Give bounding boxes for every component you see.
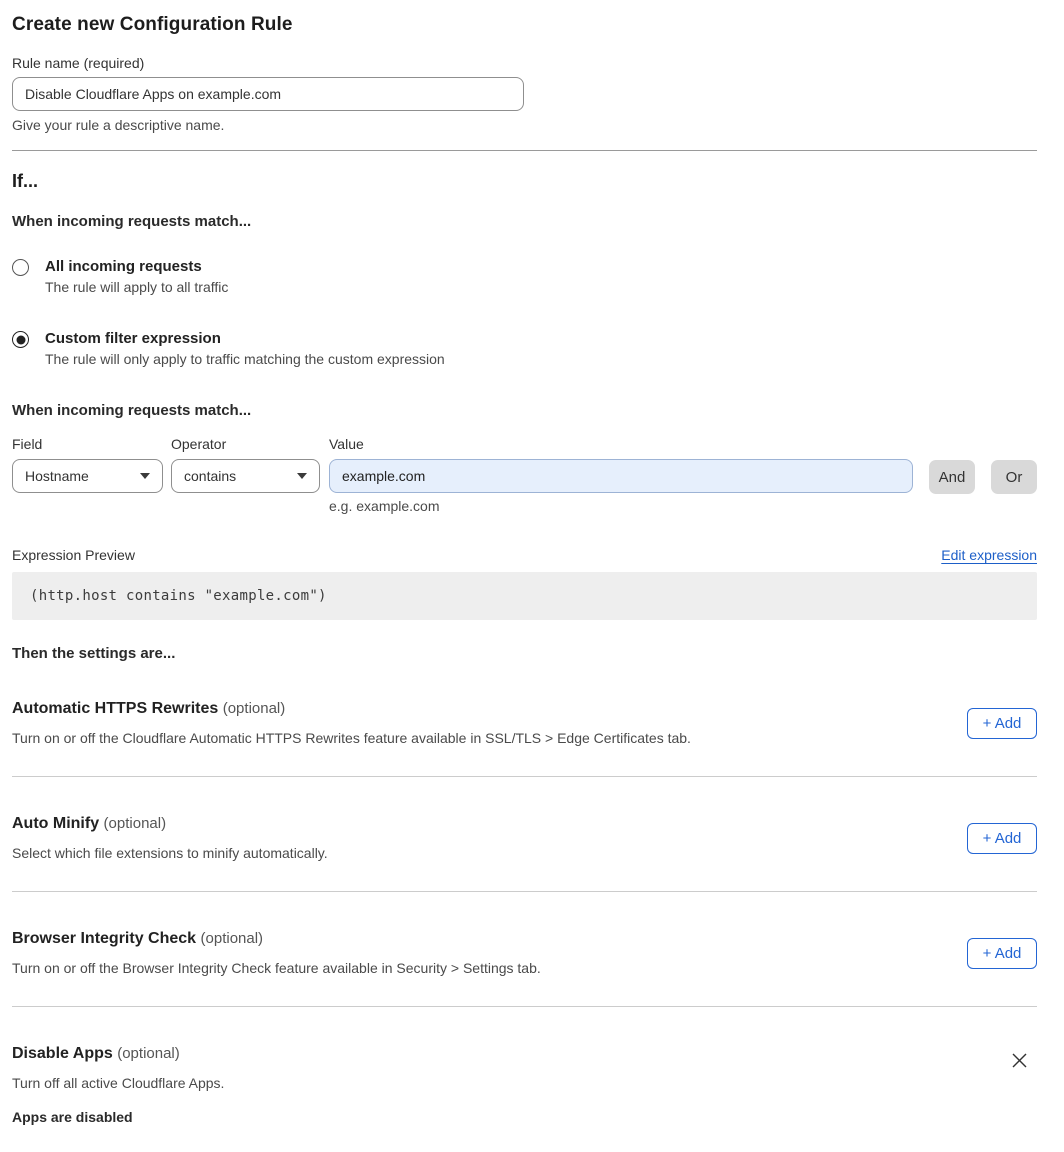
remove-setting-button[interactable] — [1009, 1050, 1029, 1070]
setting-description: Turn on or off the Cloudflare Automatic HTTPS Rewrites feature available in SSL/TLS > Edge Certificates tab. — [12, 730, 691, 746]
setting-title: Auto Minify — [12, 815, 100, 832]
setting-title: Disable Apps — [12, 1045, 113, 1062]
radio-label: All incoming requests — [45, 258, 202, 275]
operator-label: Operator — [171, 436, 227, 452]
setting-title: Browser Integrity Check — [12, 930, 197, 947]
close-icon — [1011, 1052, 1028, 1069]
rule-name-input[interactable] — [12, 77, 524, 111]
field-label: Field — [12, 436, 43, 452]
chevron-down-icon — [297, 473, 307, 479]
radio-option-all-incoming[interactable] — [12, 258, 1037, 295]
rule-name-label: Rule name (required) — [12, 55, 145, 71]
or-button[interactable]: Or — [991, 460, 1037, 494]
rule-name-help: Give your rule a descriptive name. — [12, 117, 225, 133]
expression-preview-label: Expression Preview — [12, 547, 135, 563]
operator-select-value: contains — [184, 468, 237, 484]
setting-optional-tag: (optional) — [103, 815, 167, 832]
add-setting-button[interactable]: + Add — [967, 823, 1037, 854]
radio-description: The rule will only apply to traffic matching the custom expression — [45, 351, 445, 367]
operator-select[interactable] — [171, 459, 320, 493]
then-settings-heading: Then the settings are... — [12, 645, 176, 662]
setting-optional-tag: (optional) — [117, 1045, 180, 1062]
page-title: Create new Configuration Rule — [12, 14, 293, 35]
radio-description: The rule will apply to all traffic — [45, 279, 229, 295]
setting-disable-apps — [12, 1007, 1037, 1152]
setting-auto-minify — [12, 777, 1037, 892]
configuration-rule-form — [12, 14, 1037, 1152]
match-heading: When incoming requests match... — [12, 213, 252, 230]
setting-browser-integrity-check — [12, 892, 1037, 1007]
radio-label: Custom filter expression — [45, 330, 221, 347]
and-button[interactable]: And — [929, 460, 975, 494]
setting-automatic-https-rewrites — [12, 662, 1037, 777]
setting-description: Turn on or off the Browser Integrity Check feature available in Security > Settings tab. — [12, 960, 541, 976]
setting-optional-tag: (optional) — [222, 700, 286, 717]
field-select-value: Hostname — [25, 468, 89, 484]
setting-optional-tag: (optional) — [200, 930, 264, 947]
expression-builder-heading: When incoming requests match... — [12, 402, 252, 419]
value-label: Value — [329, 436, 364, 452]
setting-title: Automatic HTTPS Rewrites — [12, 700, 219, 717]
expression-preview-row — [12, 547, 1037, 563]
setting-description: Select which file extensions to minify automatically. — [12, 845, 328, 861]
add-setting-button[interactable]: + Add — [967, 708, 1037, 739]
value-input[interactable] — [329, 459, 913, 493]
value-help: e.g. example.com — [329, 498, 440, 514]
radio-button[interactable] — [12, 259, 29, 276]
radio-option-custom-filter[interactable] — [12, 330, 1037, 367]
expression-preview-code: (http.host contains "example.com") — [12, 572, 1037, 620]
radio-button[interactable] — [12, 331, 29, 348]
field-select[interactable] — [12, 459, 163, 493]
setting-status: Apps are disabled — [12, 1109, 133, 1125]
chevron-down-icon — [140, 473, 150, 479]
setting-description: Turn off all active Cloudflare Apps. — [12, 1075, 225, 1091]
edit-expression-link[interactable]: Edit expression — [941, 547, 1037, 563]
expression-builder-row — [12, 436, 1037, 514]
if-heading: If... — [12, 171, 38, 191]
add-setting-button[interactable]: + Add — [967, 938, 1037, 969]
divider — [12, 150, 1037, 151]
